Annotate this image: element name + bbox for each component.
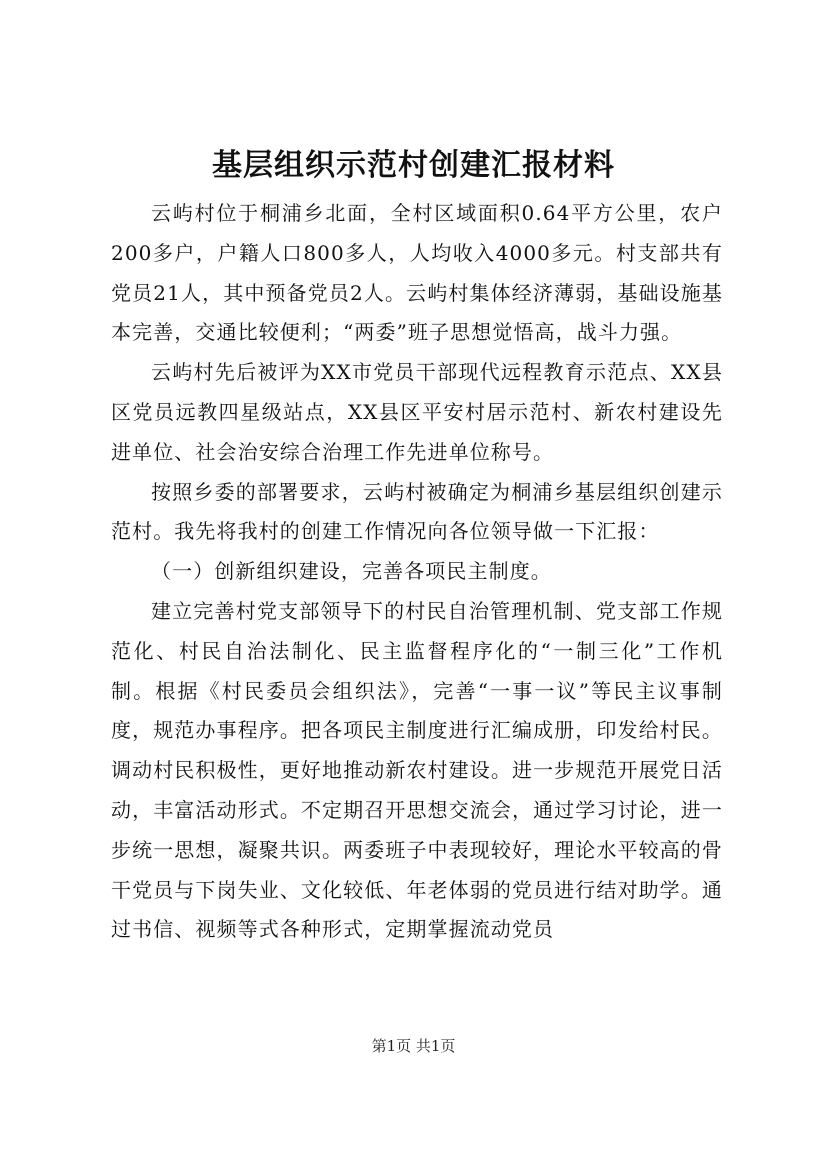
paragraph-village-overview: 云屿村位于桐浦乡北面，全村区域面积0.64平方公里，农户200多户，户籍人口800多人，人均收入4000多元。村支部共有党员21人，其中预备党员2人。云屿村集体经济薄弱，基础设施基本完善，交通比较便利；“两委”班子思想觉悟高，战斗力强。 [111,201,723,345]
section-heading-1: （一）创新组织建设，完善各项民主制度。 [151,559,552,584]
paragraph-honors: 云屿村先后被评为XX市党员干部现代远程教育示范点、XX县区党员远教四星级站点，XX县区平安村居示范村、新农村建设先进单位、社会治安综合治理工作先进单位称号。 [111,360,723,464]
paragraph-organization-building: 建立完善村党支部领导下的村民自治管理机制、党支部工作规范化、村民自治法制化、民主监督程序化的“一制三化”工作机制。根据《村民委员会组织法》，完善“一事一议”等民主议事制度，规范办事程序。把各项民主制度进行汇编成册，印发给村民。调动村民积极性，更好地推动新农村建设。进一步规范开展党日活动，丰富活动形式。不定期召开思想交流会，通过学习讨论，进一步统一思想，凝聚共识。两委班子中表现较好，理论水平较高的骨干党员与下岗失业、文化较低、年老体弱的党员进行结对助学。通过书信、视频等式各种形式，定期掌握流动党员 [111,598,723,942]
page-footer [0,1034,827,1058]
document-body [111,194,723,950]
page-number-label: 第1页 共1页 [371,1037,456,1055]
paragraph-introduction: 按照乡委的部署要求，云屿村被确定为桐浦乡基层组织创建示范村。我先将我村的创建工作情况向各位领导做一下汇报： [111,479,723,544]
document-title: 基层组织示范村创建汇报材料 [212,148,615,183]
